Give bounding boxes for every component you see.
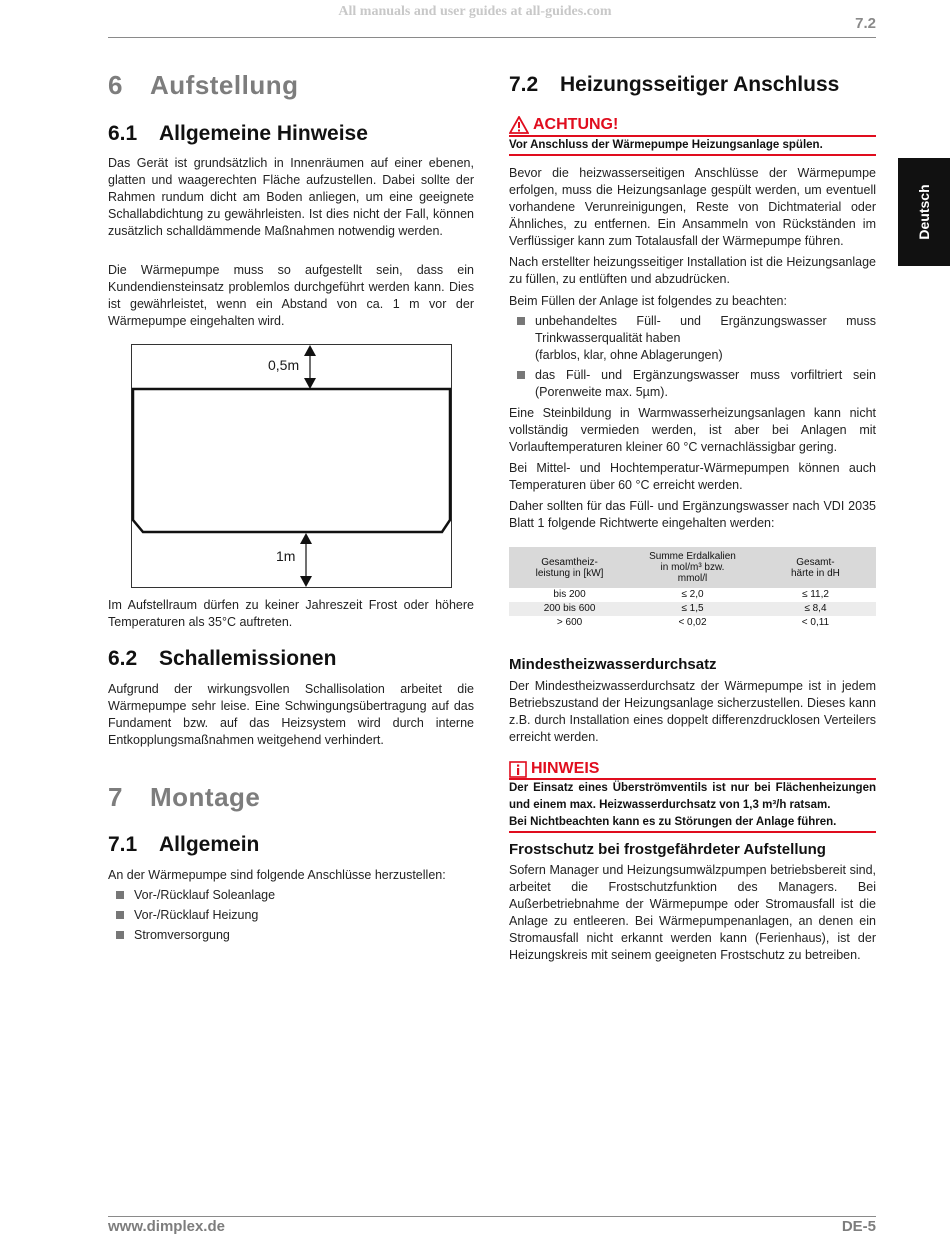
paragraph: Das Gerät ist grundsätzlich in Innenräumen auf einer ebenen, glatten und waagerechten Fläche aufzustellen. Dabei sollte der Rahmen rundum dicht am Boden anliegen, um eine geeignete Schallabdichtung zu gewährleisten. Ist dies nicht der Fall, können zusätzlich schalldämmende Maßnahmen notwendig werden. [108, 156, 474, 238]
subheading-min-flow: Mindestheizwasserdurchsatz [509, 656, 717, 673]
list-item-text: das Füll- und Ergänzungswasser muss vorfiltriert sein (Porenweite max. 5µm). [535, 368, 876, 399]
info-icon [509, 761, 527, 778]
chapter-title: Aufstellung [150, 70, 299, 100]
table-row [509, 616, 876, 630]
list-item-note: (farblos, klar, ohne Ablagerungen) [535, 348, 723, 362]
table-cell: bis 200 [553, 589, 586, 600]
table-cell: ≤ 1,5 [630, 602, 755, 616]
table-cell: > 600 [556, 617, 583, 628]
list-item [509, 367, 876, 401]
section-6-2-heading [108, 647, 336, 671]
header-rule [108, 37, 876, 38]
subheading-frost-protection: Frostschutz bei frostgefährdeter Aufstellung [509, 841, 826, 858]
front-clearance-label: 1m [276, 548, 296, 564]
table-cell: ≤ 2,0 [681, 589, 704, 600]
table-cell: 200 bis 600 [509, 602, 630, 616]
paragraph: Bevor die heizwasserseitigen Anschlüsse der Wärmepumpe erfolgen, muss die Heizungsanlage gespült werden, um eventuell vorhandene Verunreinigungen, Reste von Dichtmaterial oder Ähnliches, zu entfernen. Ein Ansammeln von Rückständen im Verflüssiger kann zum Totalausfall der Wärmepumpe führen. [509, 166, 876, 248]
hint-rule [509, 831, 876, 833]
chapter-number: 7 [108, 782, 123, 812]
hint-box [509, 760, 876, 833]
footer-url: www.dimplex.de [108, 1218, 225, 1235]
section-7-2-heading [509, 73, 839, 97]
warning-title [509, 116, 876, 134]
arrow-down-icon [304, 378, 316, 389]
warning-rule [509, 154, 876, 156]
paragraph: Daher sollten für das Füll- und Ergänzungswasser nach VDI 2035 Blatt 1 folgende Richtwerte eingehalten werden: [509, 499, 876, 530]
footer-rule [108, 1216, 876, 1217]
section-6-1-heading [108, 122, 368, 146]
language-tab-label: Deutsch [916, 184, 932, 240]
chapter-number: 6 [108, 70, 123, 100]
paragraph: An der Wärmepumpe sind folgende Anschlüsse herzustellen: [108, 868, 446, 882]
section-7-1-heading [108, 833, 259, 857]
table-header: Summe Erdalkalien in mol/m³ bzw. mmol/l [630, 547, 755, 588]
paragraph: Im Aufstellraum dürfen zu keiner Jahreszeit Frost oder höhere Temperaturen als 35°C auftreten. [108, 598, 474, 629]
paragraph: Bei Mittel- und Hochtemperatur-Wärmepumpen können auch Temperaturen über 60 °C erreicht werden. [509, 461, 876, 492]
list-item [108, 887, 474, 904]
watermark: All manuals and user guides at all-guides.com [338, 4, 612, 19]
list-item-text: Vor-/Rücklauf Heizung [134, 908, 259, 922]
section-title: Heizungsseitiger Anschluss [560, 73, 840, 96]
section-title: Allgemein [159, 833, 260, 856]
section-title: Allgemeine Hinweise [159, 122, 368, 145]
hint-text: Der Einsatz eines Überströmventils ist nur bei Flächenheizungen und einem max. Heizwasserdurchsatz von 1,3 m³/h ratsam. [509, 782, 876, 811]
section-number: 7.1 [108, 833, 138, 856]
paragraph: Sofern Manager und Heizungsumwälzpumpen betriebsbereit sind, arbeitet die Frostschutzfunktion des Managers. Bei Außerbetriebnahme der Wärmepumpe oder Stromausfall ist die Anlage zu entleeren. Bei Wärmepumpenanlagen, an denen ein Stromausfall nicht erkannt werden kann (Ferienhaus), ist der Heizungskreis mit seinem geeigneten Frostschutz zu betreiben. [509, 863, 876, 962]
table-header: Gesamtheiz- leistung in [kW] [509, 547, 630, 588]
heat-pump-outline [133, 389, 450, 532]
paragraph: Nach erstellter heizungsseitiger Installation ist die Heizungsanlage zu füllen, zu entlüften und abzudrücken. [509, 255, 876, 286]
chapter-title: Montage [150, 782, 261, 812]
connection-list [108, 887, 474, 947]
warning-box [509, 116, 876, 156]
section-number: 6.1 [108, 122, 138, 145]
arrow-down-icon [300, 576, 312, 587]
warning-title-text: ACHTUNG! [533, 116, 619, 133]
section-title: Schallemissionen [159, 647, 337, 670]
chapter-7-heading [108, 782, 260, 813]
table-row [509, 588, 876, 602]
table-row [509, 602, 876, 616]
table-header-row [509, 547, 876, 588]
hint-text: Bei Nichtbeachten kann es zu Störungen der Anlage führen. [509, 816, 837, 828]
language-tab [898, 158, 950, 266]
list-item-text: Stromversorgung [134, 928, 230, 942]
list-item-text: Vor-/Rücklauf Soleanlage [134, 888, 276, 902]
paragraph: Der Mindestheizwasserdurchsatz der Wärmepumpe ist in jedem Betriebszustand der Heizungsanlage sicherzustellen. Dieses kann z.B. durch Installation eines doppelt differenzdrucklosen Verteilers erreicht werden. [509, 679, 876, 744]
paragraph: Die Wärmepumpe muss so aufgestellt sein, dass ein Kundendiensteinsatz problemlos durchgeführt werden kann. Dies ist gewährleistet, wenn ein Abstand von ca. 1 m vor der Wärmepumpe eingehalten wird. [108, 263, 474, 328]
chapter-6-heading [108, 70, 299, 101]
arrow-up-icon [300, 533, 312, 544]
warning-triangle-icon [509, 116, 529, 134]
header-section-number: 7.2 [855, 15, 876, 32]
page-number: DE-5 [841, 1218, 876, 1235]
installation-clearance-figure [131, 344, 452, 588]
arrow-up-icon [304, 345, 316, 356]
top-clearance-label: 0,5m [268, 357, 300, 373]
table-cell: ≤ 11,2 [801, 589, 829, 600]
list-item [509, 313, 876, 364]
hint-title-text: HINWEIS [531, 760, 600, 777]
table-cell: ≤ 8,4 [755, 602, 876, 616]
section-number: 6.2 [108, 647, 138, 670]
list-item-text: unbehandeltes Füll- und Ergänzungswasser muss Trinkwasserqualität haben [535, 314, 876, 345]
filling-requirements-list [509, 313, 876, 404]
water-hardness-table [509, 547, 876, 630]
table-cell: < 0,02 [678, 617, 707, 628]
section-number: 7.2 [509, 73, 539, 96]
warning-text: Vor Anschluss der Wärmepumpe Heizungsanlage spülen. [509, 139, 823, 151]
paragraph: Beim Füllen der Anlage ist folgendes zu beachten: [509, 294, 787, 308]
list-item [108, 907, 474, 924]
paragraph: Aufgrund der wirkungsvollen Schallisolation arbeitet die Wärmepumpe sehr leise. Eine Schwingungsübertragung auf das Fundament bzw. auf das Heizsystem wird durch interne Entkopplungsmaßnahmen weitgehend verhindert. [108, 682, 474, 747]
table-header: Gesamt- härte in dH [755, 547, 876, 588]
paragraph: Eine Steinbildung in Warmwasserheizungsanlagen kann nicht vollständig vermieden werden, ist aber bei Anlagen mit Vorlauftemperaturen kleiner 60 °C vernachlässigbar gering. [509, 406, 876, 454]
hint-title [509, 760, 876, 778]
list-item [108, 927, 474, 944]
table-cell: < 0,11 [801, 617, 830, 628]
